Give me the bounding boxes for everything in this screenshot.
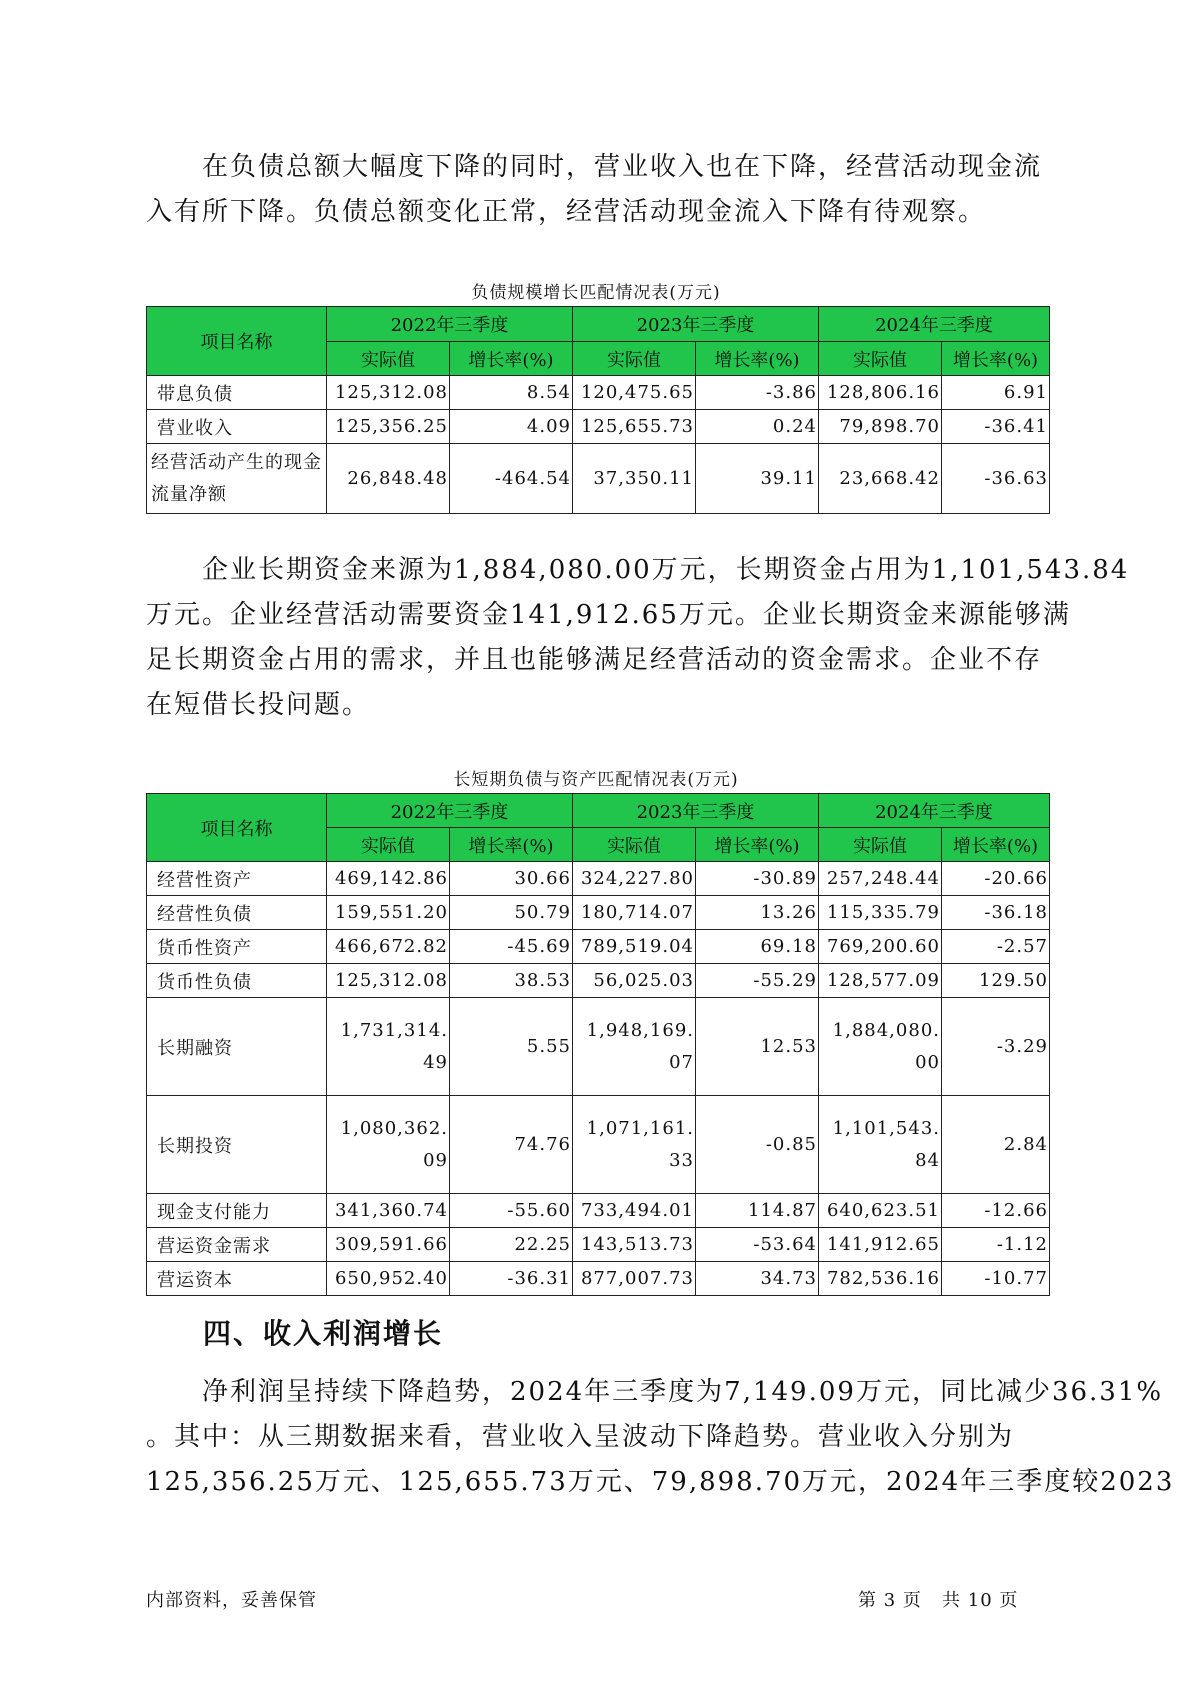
period-header: 2022年三季度	[327, 794, 573, 828]
cell-value: -53.64	[696, 1228, 819, 1262]
cell-value: -45.69	[450, 930, 573, 964]
table-row	[147, 376, 1050, 410]
growth-rate-header: 增长率(%)	[696, 342, 819, 376]
cell-value: 143,513.73	[573, 1228, 696, 1262]
cell-value: 30.66	[450, 862, 573, 896]
row-name: 现金支付能力	[147, 1194, 327, 1228]
cell-value: -0.85	[696, 1096, 819, 1194]
row-name: 经营性负债	[147, 896, 327, 930]
period-header: 2023年三季度	[573, 307, 819, 342]
cell-value: 74.76	[450, 1096, 573, 1194]
row-name: 经营性资产	[147, 862, 327, 896]
growth-rate-header: 增长率(%)	[450, 342, 573, 376]
text-line: 入有所下降。负债总额变化正常，经营活动现金流入下降有待观察。	[146, 197, 987, 227]
paragraph-profit-growth	[146, 1370, 1175, 1505]
cell-value: 159,551.20	[327, 896, 450, 930]
cell-value: 877,007.73	[573, 1262, 696, 1296]
cell-value: 69.18	[696, 930, 819, 964]
text-line: 在短借长投问题。	[146, 690, 371, 720]
cell-value: 4.09	[450, 410, 573, 444]
cell-value: 56,025.03	[573, 964, 696, 998]
cell-value: 6.91	[942, 376, 1050, 410]
section-heading: 四、收入利润增长	[203, 1317, 444, 1350]
text-line: 在负债总额大幅度下降的同时，营业收入也在下降，经营活动现金流	[202, 152, 1043, 182]
item-name-header: 项目名称	[147, 794, 327, 862]
cell-value: -20.66	[942, 862, 1050, 896]
cell-value: -55.60	[450, 1194, 573, 1228]
cell-value: 180,714.07	[573, 896, 696, 930]
cell-value: 125,655.73	[573, 410, 696, 444]
cell-value: 50.79	[450, 896, 573, 930]
period-header: 2023年三季度	[573, 794, 819, 828]
table-row	[147, 896, 1050, 930]
cell-value: 1,948,169.07	[573, 998, 696, 1096]
cell-value: 5.55	[450, 998, 573, 1096]
cell-value: 469,142.86	[327, 862, 450, 896]
liability-growth-table	[146, 306, 1050, 514]
cell-value: -12.66	[942, 1194, 1050, 1228]
table-row	[147, 410, 1050, 444]
footer-confidential-note: 内部资料，妥善保管	[146, 1590, 317, 1611]
cell-value: 120,475.65	[573, 376, 696, 410]
cell-value: 8.54	[450, 376, 573, 410]
period-header: 2024年三季度	[819, 307, 1050, 342]
growth-rate-header: 增长率(%)	[942, 828, 1050, 862]
text-line: 企业长期资金来源为1,884,080.00万元，长期资金占用为1,101,543.84	[202, 555, 1130, 585]
cell-value: -464.54	[450, 444, 573, 514]
cell-value: 129.50	[942, 964, 1050, 998]
cell-value: -3.86	[696, 376, 819, 410]
cell-value: 125,356.25	[327, 410, 450, 444]
long-short-term-matching-table	[146, 793, 1050, 1296]
table-row	[147, 862, 1050, 896]
cell-value: 324,227.80	[573, 862, 696, 896]
cell-value: 1,884,080.00	[819, 998, 942, 1096]
text-line: 。其中：从三期数据来看，营业收入呈波动下降趋势。营业收入分别为	[146, 1422, 1015, 1452]
cell-value: 1,071,161.33	[573, 1096, 696, 1194]
table-row	[147, 998, 1050, 1096]
row-name: 营运资本	[147, 1262, 327, 1296]
period-header: 2022年三季度	[327, 307, 573, 342]
cell-value: 2.84	[942, 1096, 1050, 1194]
cell-value: 309,591.66	[327, 1228, 450, 1262]
cell-value: -30.89	[696, 862, 819, 896]
cell-value: 23,668.42	[819, 444, 942, 514]
cell-value: -36.41	[942, 410, 1050, 444]
cell-value: 782,536.16	[819, 1262, 942, 1296]
table-row	[147, 1228, 1050, 1262]
text-line: 足长期资金占用的需求，并且也能够满足经营活动的资金需求。企业不存	[146, 645, 1043, 675]
cell-value: 1,080,362.09	[327, 1096, 450, 1194]
table-row	[147, 444, 1050, 514]
cell-value: 789,519.04	[573, 930, 696, 964]
cell-value: -1.12	[942, 1228, 1050, 1262]
growth-rate-header: 增长率(%)	[450, 828, 573, 862]
row-name: 经营活动产生的现金流量净额	[147, 444, 327, 514]
cell-value: 125,312.08	[327, 376, 450, 410]
row-name: 货币性负债	[147, 964, 327, 998]
period-header: 2024年三季度	[819, 794, 1050, 828]
cell-value: 1,731,314.49	[327, 998, 450, 1096]
cell-value: 37,350.11	[573, 444, 696, 514]
cell-value: 650,952.40	[327, 1262, 450, 1296]
cell-value: -55.29	[696, 964, 819, 998]
table-row	[147, 930, 1050, 964]
table-row	[147, 964, 1050, 998]
cell-value: 466,672.82	[327, 930, 450, 964]
cell-value: 79,898.70	[819, 410, 942, 444]
cell-value: -36.63	[942, 444, 1050, 514]
row-name: 带息负债	[147, 376, 327, 410]
text-line: 万元。企业经营活动需要资金141,912.65万元。企业长期资金来源能够满	[146, 600, 1071, 630]
cell-value: -36.31	[450, 1262, 573, 1296]
cell-value: 26,848.48	[327, 444, 450, 514]
cell-value: 38.53	[450, 964, 573, 998]
cell-value: 128,806.16	[819, 376, 942, 410]
text-line: 净利润呈持续下降趋势，2024年三季度为7,149.09万元，同比减少36.31%	[202, 1377, 1164, 1407]
cell-value: 12.53	[696, 998, 819, 1096]
paragraph-liability-summary	[146, 145, 1046, 235]
cell-value: 257,248.44	[819, 862, 942, 896]
row-name: 长期融资	[147, 998, 327, 1096]
cell-value: 640,623.51	[819, 1194, 942, 1228]
footer-page-number: 第 3 页 共 10 页	[858, 1590, 1019, 1611]
actual-value-header: 实际值	[819, 342, 942, 376]
cell-value: 125,312.08	[327, 964, 450, 998]
cell-value: 0.24	[696, 410, 819, 444]
cell-value: -2.57	[942, 930, 1050, 964]
cell-value: 341,360.74	[327, 1194, 450, 1228]
text-line: 125,356.25万元、125,655.73万元、79,898.70万元，2024年三季度较2023	[146, 1467, 1175, 1497]
actual-value-header: 实际值	[573, 828, 696, 862]
actual-value-header: 实际值	[327, 342, 450, 376]
cell-value: 733,494.01	[573, 1194, 696, 1228]
table-row	[147, 1096, 1050, 1194]
item-name-header: 项目名称	[147, 307, 327, 376]
cell-value: -10.77	[942, 1262, 1050, 1296]
cell-value: -3.29	[942, 998, 1050, 1096]
actual-value-header: 实际值	[327, 828, 450, 862]
table1-caption: 负债规模增长匹配情况表(万元)	[471, 283, 721, 303]
cell-value: 1,101,543.84	[819, 1096, 942, 1194]
cell-value: 769,200.60	[819, 930, 942, 964]
cell-value: 22.25	[450, 1228, 573, 1262]
cell-value: 39.11	[696, 444, 819, 514]
cell-value: 34.73	[696, 1262, 819, 1296]
table-row	[147, 1194, 1050, 1228]
paragraph-capital-sources	[146, 548, 1130, 728]
growth-rate-header: 增长率(%)	[942, 342, 1050, 376]
row-name: 营运资金需求	[147, 1228, 327, 1262]
row-name: 营业收入	[147, 410, 327, 444]
row-name: 货币性资产	[147, 930, 327, 964]
table-row	[147, 1262, 1050, 1296]
row-name: 长期投资	[147, 1096, 327, 1194]
cell-value: -36.18	[942, 896, 1050, 930]
cell-value: 115,335.79	[819, 896, 942, 930]
growth-rate-header: 增长率(%)	[696, 828, 819, 862]
table2-caption: 长短期负债与资产匹配情况表(万元)	[453, 770, 739, 790]
cell-value: 114.87	[696, 1194, 819, 1228]
cell-value: 13.26	[696, 896, 819, 930]
actual-value-header: 实际值	[573, 342, 696, 376]
cell-value: 128,577.09	[819, 964, 942, 998]
cell-value: 141,912.65	[819, 1228, 942, 1262]
actual-value-header: 实际值	[819, 828, 942, 862]
